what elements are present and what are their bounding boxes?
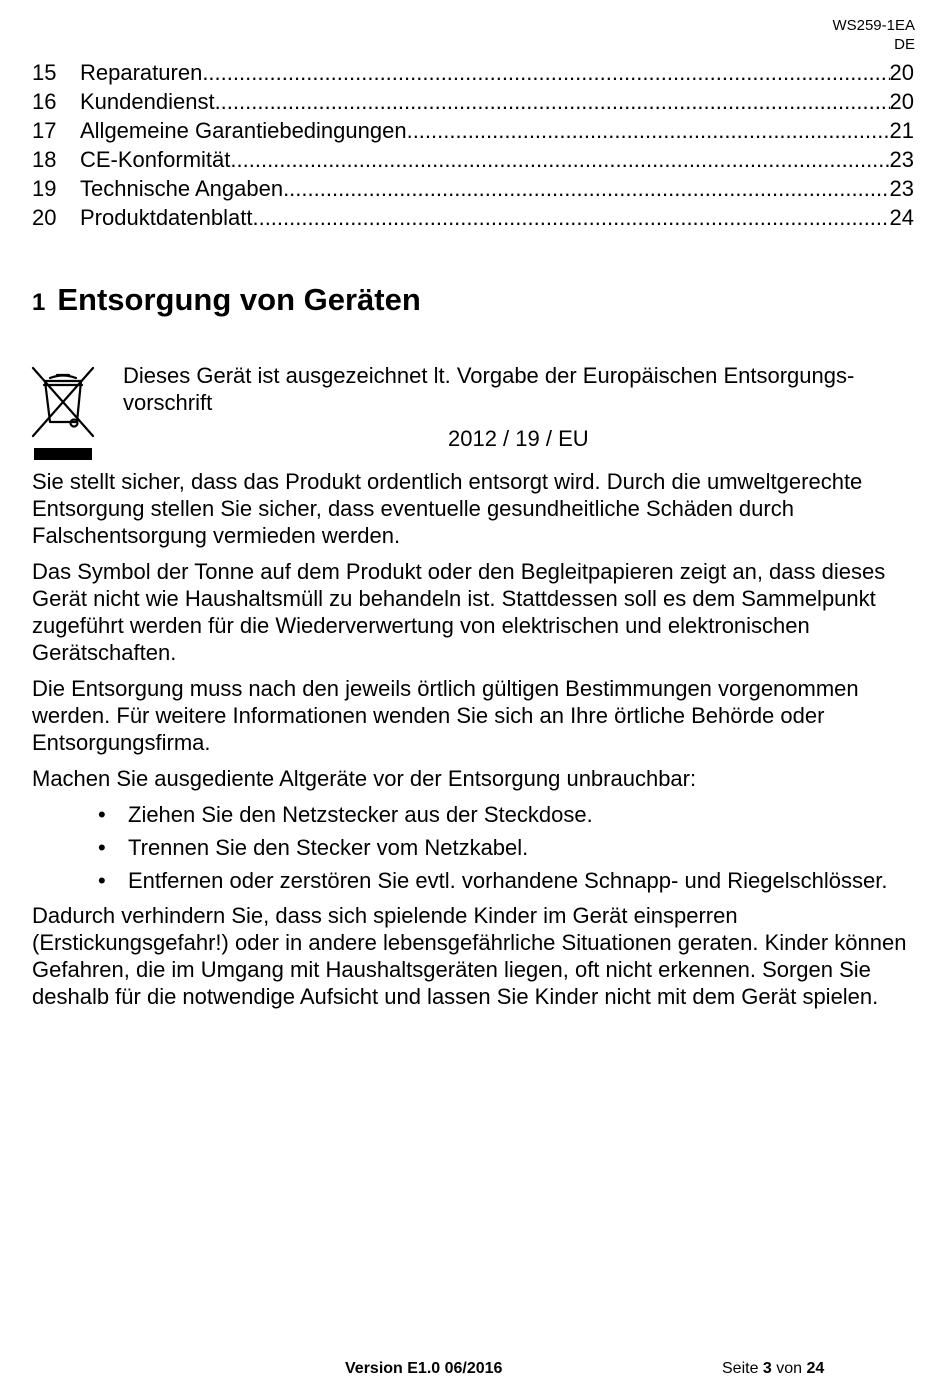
bullet-icon: • xyxy=(98,802,106,827)
page-total: 24 xyxy=(806,1360,825,1377)
toc-page: 20 xyxy=(889,89,914,114)
toc-title: Produktdatenblatt xyxy=(80,205,253,230)
toc-entry[interactable] xyxy=(32,87,914,116)
toc-number: 15 xyxy=(32,60,57,85)
toc-entry[interactable] xyxy=(32,203,914,232)
toc-title: CE-Konformität xyxy=(80,147,231,172)
toc-title: Allgemeine Garantiebedingungen xyxy=(80,118,407,143)
version-info: Version E1.0 06/2016 xyxy=(345,1360,503,1377)
paragraph: Die Entsorgung muss nach den jeweils örtlich gültigen Bestimmungen vorgenommen werden. Für weitere Informationen wenden Sie sich an Ihre örtliche Behörde oder Entsorgungsfirma. xyxy=(32,676,859,755)
toc-number: 20 xyxy=(32,205,57,230)
toc-number: 16 xyxy=(32,89,57,114)
list-item-text: Trennen Sie den Stecker vom Netzkabel. xyxy=(128,835,529,860)
table-of-contents xyxy=(32,58,914,232)
toc-page: 24 xyxy=(889,205,914,230)
list-item-text: Entfernen oder zerstören Sie evtl. vorhandene Schnapp- und Riegelschlösser. xyxy=(128,868,888,893)
toc-title: Technische Angaben xyxy=(80,176,284,201)
toc-entry[interactable] xyxy=(32,116,914,145)
document-header xyxy=(832,16,915,54)
toc-leader xyxy=(252,203,889,232)
page-mid: von xyxy=(771,1360,807,1377)
toc-title: Reparaturen xyxy=(80,60,203,85)
toc-number: 19 xyxy=(32,176,57,201)
toc-leader xyxy=(215,87,890,116)
toc-leader xyxy=(230,145,889,174)
section-body xyxy=(32,468,916,1019)
toc-page: 20 xyxy=(889,60,914,85)
list-item xyxy=(98,867,916,894)
toc-title: Kundendienst xyxy=(80,89,215,114)
list-item-text: Ziehen Sie den Netzstecker aus der Steckdose. xyxy=(128,802,593,827)
paragraph: Sie stellt sicher, dass das Produkt ordentlich entsorgt wird. Durch die umweltgerechte Entsorgung stellen Sie sicher, dass eventuelle gesundheitliche Schäden durch Falschentsorgung vermieden werden. xyxy=(32,469,863,548)
bullet-list xyxy=(32,801,916,894)
toc-entry[interactable] xyxy=(32,58,914,87)
toc-leader xyxy=(202,58,889,87)
section-title: Entsorgung von Geräten xyxy=(57,282,421,317)
paragraph: Dadurch verhindern Sie, dass sich spielende Kinder im Gerät einsperren (Erstickungsgefahr!) oder in andere lebensgefährliche Situationen geraten. Kinder können Gefahren, die im Umgang mit Haushaltsgeräten liegen, oft nicht erkennen. Sorgen Sie deshalb für die notwendige Aufsicht und lassen Sie Kinder nicht mit dem Gerät spielen. xyxy=(32,903,907,1009)
page-number xyxy=(722,1359,824,1379)
language-code: DE xyxy=(894,36,915,53)
toc-number: 17 xyxy=(32,118,57,143)
toc-entry[interactable] xyxy=(32,174,914,203)
disposal-intro: Dieses Gerät ist ausgezeichnet lt. Vorgabe der Europäischen Entsorgungs-vorschrift xyxy=(123,363,855,415)
toc-leader xyxy=(283,174,889,203)
toc-page: 21 xyxy=(889,118,914,143)
toc-page: 23 xyxy=(889,147,914,172)
section-number: 1 xyxy=(32,289,46,316)
toc-entry[interactable] xyxy=(32,145,914,174)
toc-page: 23 xyxy=(889,176,914,201)
bullet-icon: • xyxy=(98,835,106,860)
page-prefix: Seite xyxy=(722,1360,763,1377)
section-heading xyxy=(32,280,421,323)
toc-number: 18 xyxy=(32,147,57,172)
paragraph: Machen Sie ausgediente Altgeräte vor der Entsorgung unbrauchbar: xyxy=(32,766,697,791)
eu-directive: 2012 / 19 / EU xyxy=(448,426,589,451)
bullet-icon: • xyxy=(98,868,106,893)
paragraph: Das Symbol der Tonne auf dem Produkt oder den Begleitpapieren zeigt an, dass dieses Gerät nicht wie Haushaltsmüll zu behandeln ist. Stattdessen soll es dem Sammelpunkt zugeführt werden für die Wiederverwertung von elektrischen und elektronischen Gerätschaften. xyxy=(32,559,886,665)
crossed-out-wheelie-bin-icon xyxy=(30,366,96,462)
list-item xyxy=(98,834,916,861)
list-item xyxy=(98,801,916,828)
page-current: 3 xyxy=(762,1360,772,1377)
model-number: WS259-1EA xyxy=(832,17,915,34)
toc-leader xyxy=(407,116,890,145)
